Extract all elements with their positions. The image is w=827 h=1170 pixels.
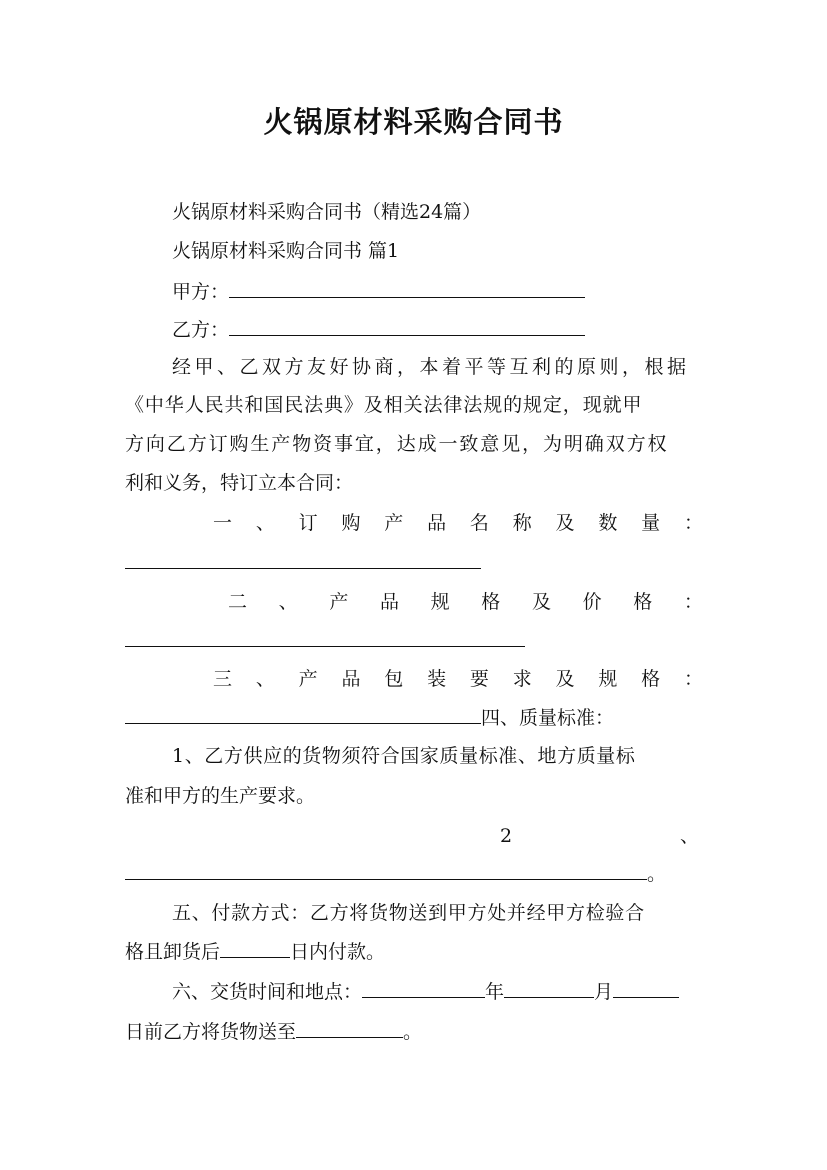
document-title: 火锅原材料采购合同书: [263, 105, 564, 139]
clause-1-char: 产: [384, 512, 404, 534]
clause-3-char: 产: [298, 668, 318, 690]
quality-1-line-1: 1、乙方供应的货物须符合国家质量标准、地方质量标: [172, 745, 636, 767]
party-b-line: [172, 317, 585, 343]
section-heading: 火锅原材料采购合同书 篇1: [172, 240, 400, 262]
clause-3-char: 、: [255, 668, 275, 690]
clause-3-char: 求: [512, 668, 532, 690]
clause-3-char: 格: [641, 668, 661, 690]
party-a-label: 甲方：: [172, 281, 230, 303]
clause-1-char: 一: [213, 512, 233, 534]
clause-3-char: 包: [384, 668, 404, 690]
clause-2-char: 格: [633, 591, 653, 613]
delivery-month-label: 月: [594, 981, 614, 1003]
clause-4-heading: 四、质量标准：: [481, 707, 615, 729]
clause-3-char: 规: [598, 668, 618, 690]
clause-1-heading: [213, 510, 703, 536]
clause-1-char: 数: [598, 512, 618, 534]
clause-2-blank-line: [125, 628, 525, 654]
clause-3-char: 三: [213, 668, 233, 690]
quality-2-number: 2: [500, 825, 513, 847]
clause-1-char: 购: [341, 512, 361, 534]
payment-line-1: 五、付款方式：乙方将货物送到甲方处并经甲方检验合: [172, 902, 645, 924]
clause-3-char: ：: [683, 668, 703, 690]
party-b-label: 乙方：: [172, 319, 230, 341]
clause-2-heading: [228, 589, 703, 615]
delivery-period: 。: [403, 1021, 423, 1043]
clause-3-char: 品: [341, 668, 361, 690]
clause-2-char: 规: [430, 591, 450, 613]
intro-line-1: 经甲、乙双方友好协商，本着平等互利的原则，根据: [172, 356, 690, 378]
clause-1-char: 名: [469, 512, 489, 534]
clause-3-char: 要: [469, 668, 489, 690]
clause-3-blank: [125, 705, 481, 724]
clause-2-blank: [125, 628, 525, 647]
clause-1-char: 品: [427, 512, 447, 534]
delivery-month-blank: [504, 979, 594, 998]
quality-2-blank-line: [125, 861, 666, 887]
clause-2-char: 二: [228, 591, 248, 613]
clause-2-char: 产: [329, 591, 349, 613]
payment-line-2: [125, 939, 385, 965]
clause-2-char: 价: [582, 591, 602, 613]
clause-1-blank-line: [125, 550, 481, 576]
intro-line-2: 《中华人民共和国民法典》及相关法律法规的规定，现就甲: [125, 394, 643, 416]
payment-days-blank: [220, 939, 290, 958]
quality-2-blank: [125, 861, 647, 880]
quality-1-line-2: 准和甲方的生产要求。: [125, 785, 316, 807]
delivery-prefix: 六、交货时间和地点：: [172, 981, 363, 1003]
payment-suffix: 日内付款。: [290, 941, 386, 963]
clause-1-blank: [125, 550, 481, 569]
intro-line-4: 利和义务，特订立本合同：: [125, 472, 354, 494]
quality-2-period: 。: [647, 863, 667, 885]
delivery-year-blank: [362, 979, 485, 998]
clause-2-char: 格: [481, 591, 501, 613]
clause-1-char: 、: [255, 512, 275, 534]
subtitle: 火锅原材料采购合同书（精选24篇）: [172, 201, 482, 223]
quality-2-mark: 、: [680, 825, 700, 847]
delivery-line-1: [172, 979, 679, 1005]
delivery-day-blank: [613, 979, 679, 998]
party-a-blank: [229, 279, 585, 298]
delivery-destination-blank: [296, 1019, 403, 1038]
clause-2-char: 、: [278, 591, 298, 613]
clause-2-char: 品: [379, 591, 399, 613]
clause-1-char: 量: [641, 512, 661, 534]
delivery-line-2: [125, 1019, 422, 1045]
clause-1-char: 称: [512, 512, 532, 534]
clause-1-char: 及: [555, 512, 575, 534]
clause-1-char: ：: [683, 512, 703, 534]
clause-2-char: 及: [531, 591, 551, 613]
clause-2-char: ：: [683, 591, 703, 613]
party-b-blank: [229, 317, 585, 336]
clause-3-blank-line: [125, 705, 614, 731]
clause-3-char: 装: [427, 668, 447, 690]
clause-3-heading: [213, 666, 703, 692]
payment-prefix: 格且卸货后: [125, 941, 221, 963]
delivery-year-label: 年: [485, 981, 505, 1003]
intro-line-3: 方向乙方订购生产物资事宜，达成一致意见，为明确双方权: [125, 433, 669, 455]
party-a-line: [172, 279, 585, 305]
clause-1-char: 订: [298, 512, 318, 534]
clause-3-char: 及: [555, 668, 575, 690]
delivery-destination-label: 日前乙方将货物送至: [125, 1021, 297, 1043]
